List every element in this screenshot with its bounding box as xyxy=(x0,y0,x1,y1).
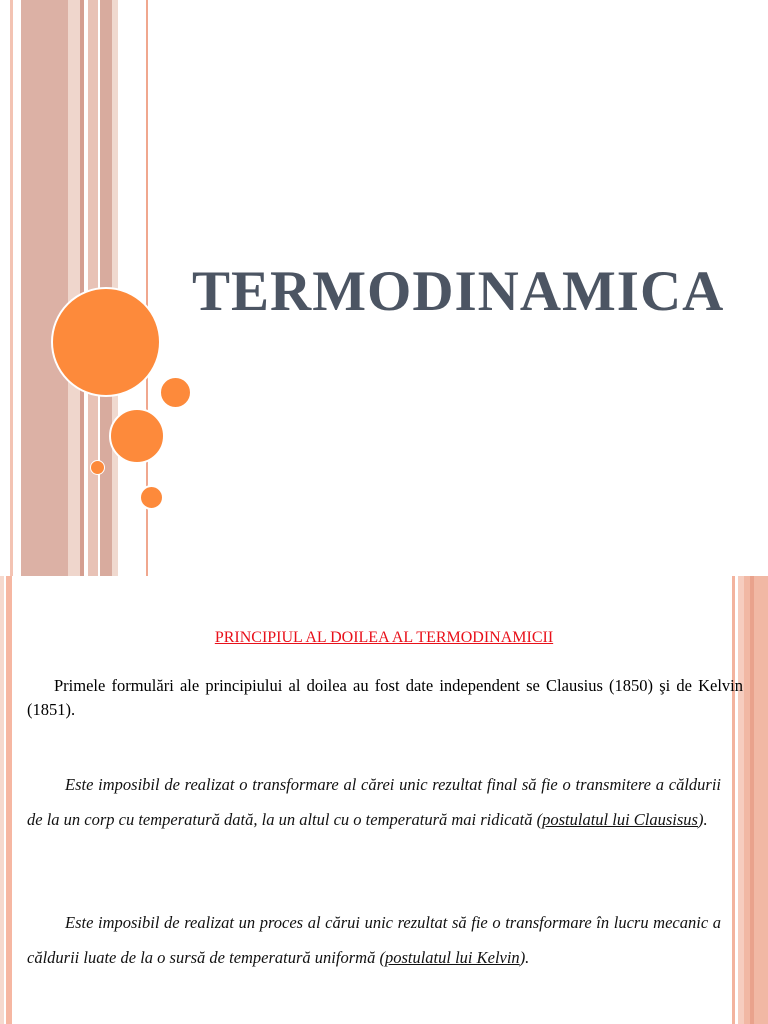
decor-stripe xyxy=(21,0,68,576)
decor-circle xyxy=(139,485,164,510)
clausius-postulate-link: postulatul lui Clausisus xyxy=(542,809,698,829)
decor-circle-small xyxy=(90,460,105,475)
decor-stripe xyxy=(80,0,84,576)
decor-circle-large xyxy=(51,287,161,397)
decor-circle xyxy=(109,408,165,464)
decor-stripe xyxy=(68,0,80,576)
clausius-text: Este imposibil de realizat o transformare al cărei unic rezultat final să fie o transmitere a căldurii de la un corp cu temperatură dată, la un altul cu o temperatură mai ridicată ( xyxy=(27,775,721,829)
clausius-statement xyxy=(27,768,721,837)
intro-text: Primele formulări ale principiului al doilea au fost date independent se Clausius (1850) şi de Kelvin (1851). xyxy=(27,676,743,719)
kelvin-text: Este imposibil de realizat un proces al cărui unic rezultat să fie o transformare în lucru mecanic a căldurii luate de la o sursă de temperatură uniformă ( xyxy=(27,913,721,967)
clausius-end: ). xyxy=(697,809,708,829)
intro-paragraph xyxy=(27,674,743,722)
section-heading: PRINCIPIUL AL DOILEA AL TERMODINAMICII xyxy=(214,629,554,646)
kelvin-postulate-link: postulatul lui Kelvin xyxy=(384,947,520,967)
slide-title: TERMODINAMICA xyxy=(192,260,725,324)
content-slide xyxy=(0,576,768,1024)
kelvin-end: ). xyxy=(519,947,530,967)
kelvin-statement xyxy=(27,906,721,975)
decor-circle xyxy=(159,376,192,409)
decor-stripe xyxy=(10,0,13,576)
